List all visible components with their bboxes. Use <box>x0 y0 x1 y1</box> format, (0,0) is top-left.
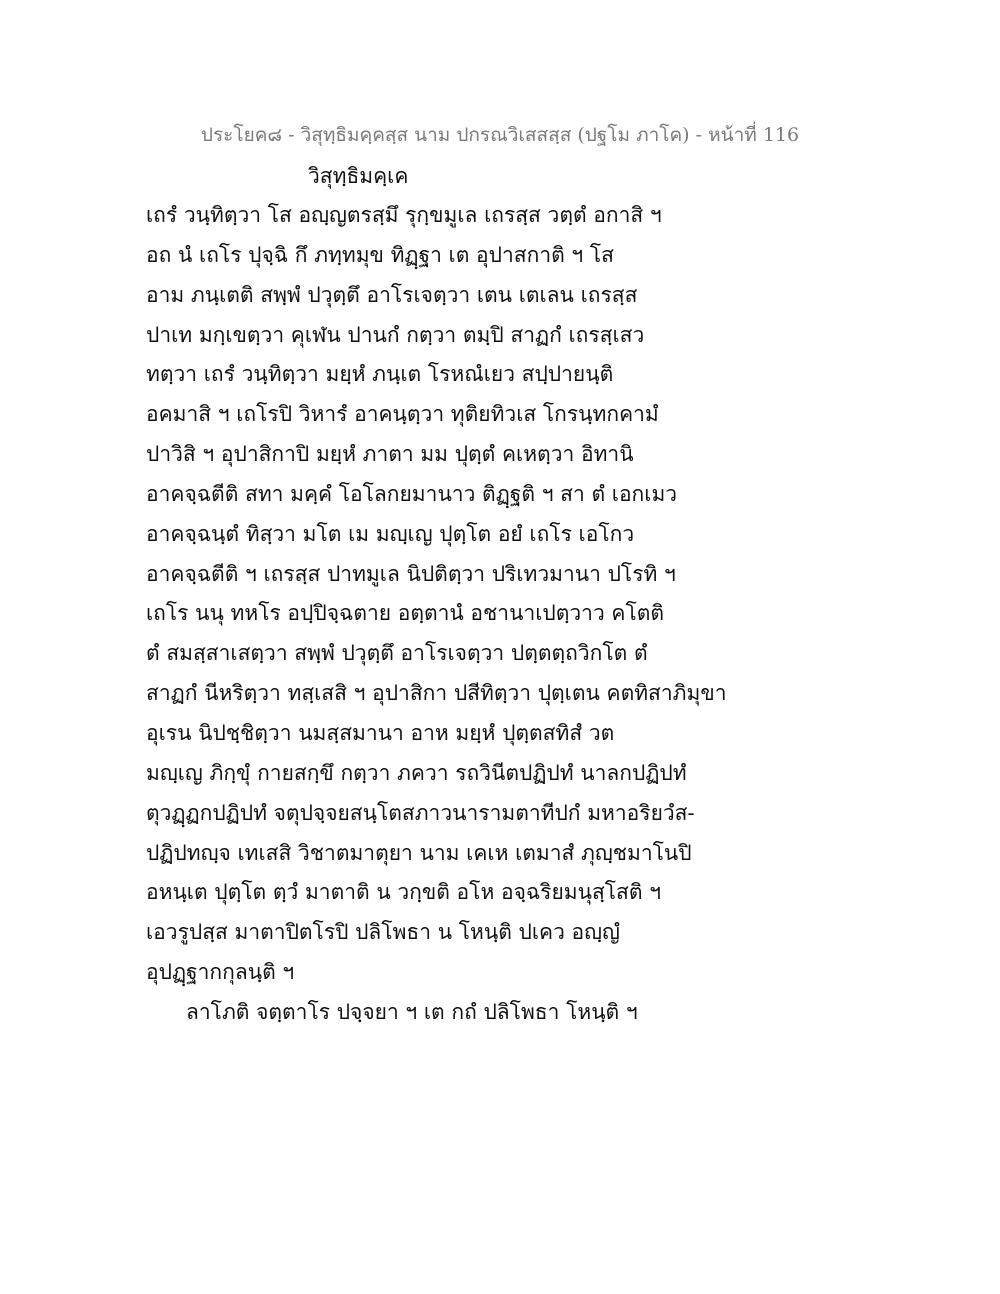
body-text <box>146 196 866 1033</box>
text-line: อุเรน นิปชฺชิตฺวา นมสฺสมานา อาห มยฺหํ ปุตฺตสทิสํ วต <box>146 720 615 745</box>
text-line: ปาวิสิ ฯ อุปาสิกาปิ มยฺหํ ภาตา มม ปุตฺตํ คเหตฺวา อิทานิ <box>146 442 634 467</box>
text-line: อถ นํ เถโร ปุจฺฉิ กึ ภทฺทมุข ทิฏฺฐา เต อุปาสกาติ ฯ โส <box>146 242 614 267</box>
text-line: เถโร นนุ ทหโร อปฺปิจฺฉตาย อตฺตานํ อชานาเปตฺวาว คโตติ <box>146 601 665 626</box>
running-header: ประโยค๘ - วิสุทฺธิมคฺคสฺส นาม ปกรณวิเสสสฺส (ปฐโม ภาโค) - หน้าที่ 116 <box>200 124 800 146</box>
text-line: ตํ สมสฺสาเสตฺวา สพฺพํ ปวุตฺตึ อาโรเจตฺวา ปตฺตตฺถวิกโต ตํ <box>146 641 648 666</box>
text-line: ตุวฏฺฏกปฏิปทํ จตุปจฺจยสนฺโตสภาวนารามตาทีปกํ มหาอริยวํส- <box>146 800 695 825</box>
text-line: มญฺเญ ภิกฺขุํ กายสกฺขึ กตฺวา ภควา รถวินีตปฏิปทํ นาลกปฏิปทํ <box>146 760 687 785</box>
paragraph-start-line: ลาโภติ จตฺตาโร ปจฺจยา ฯ เต กถํ ปลิโพธา โหนฺติ ฯ <box>186 999 638 1024</box>
book-title: วิสุทฺธิมคฺเค <box>308 164 409 188</box>
text-line: อาคจฺฉตีติ สทา มคฺคํ โอโลกยมานาว ติฏฺฐติ ฯ สา ตํ เอกเมว <box>146 481 678 506</box>
text-line: เอวรูปสฺส มาตาปิตโรปิ ปลิโพธา น โหนฺติ ปเคว อญฺญํ <box>146 920 620 945</box>
text-line: สาฏกํ นีหริตฺวา ทสฺเสสิ ฯ อุปาสิกา ปสีทิตฺวา ปุตฺเตน คตทิสาภิมุขา <box>146 681 727 706</box>
text-line: อหนฺเต ปุตฺโต ตฺวํ มาตาติ น วกฺขติ อโห อจฺฉริยมนุสฺโสติ ฯ <box>146 880 661 905</box>
text-line: ทตฺวา เถรํ วนฺทิตฺวา มยฺหํ ภนฺเต โรหณํเยว สปฺปายนฺติ <box>146 362 614 387</box>
text-line: อาม ภนฺเตติ สพฺพํ ปวุตฺตึ อาโรเจตฺวา เตน เตเลน เถรสฺส <box>146 282 638 307</box>
text-line: อคมาสิ ฯ เถโรปิ วิหารํ อาคนฺตฺวา ทุติยทิวเส โกรนฺทกคามํ <box>146 402 659 427</box>
text-line: อาคจฺฉตีติ ฯ เถรสฺส ปาทมูเล นิปติตฺวา ปริเทวมานา ปโรทิ ฯ <box>146 561 676 586</box>
text-line: เถรํ วนฺทิตฺวา โส อญฺญตรสฺมึ รุกฺขมูเล เถรสฺส วตฺตํ อกาสิ ฯ <box>146 203 662 227</box>
text-line: ปาเท มกฺเขตฺวา คุเฬน ปานกํ กตฺวา ตมฺปิ สาฏกํ เถรสฺเสว <box>146 322 645 347</box>
text-line: อุปฏฺฐากกุลนฺติ ฯ <box>146 960 295 985</box>
text-line: อาคจฺฉนฺตํ ทิสฺวา มโต เม มญฺเญ ปุตฺโต อยํ เถโร เอโกว <box>146 521 635 546</box>
text-line: ปฏิปทญฺจ เทเสสิ วิชาตมาตุยา นาม เคเห เตมาสํ ภุญฺชมาโนปิ <box>146 840 692 865</box>
